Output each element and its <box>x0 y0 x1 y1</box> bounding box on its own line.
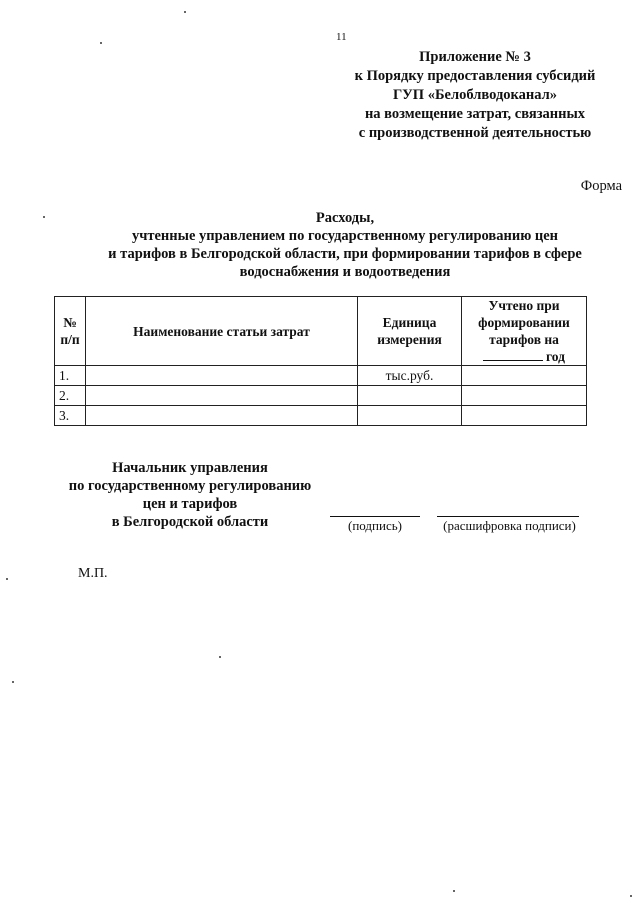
header-unit-line: измерения <box>377 332 442 347</box>
header-counted-year-line <box>466 348 582 365</box>
expenses-table <box>54 296 587 426</box>
header-number-line: № <box>63 315 77 330</box>
title-line: Расходы, <box>315 210 375 226</box>
appendix-line: к Порядку предоставления субсидий <box>354 68 596 84</box>
row-number: 3. <box>55 406 86 426</box>
table-row <box>55 366 587 386</box>
year-blank[interactable] <box>483 348 543 361</box>
row-value-cell[interactable] <box>462 366 587 386</box>
row-name-cell[interactable] <box>86 386 358 406</box>
table-row <box>55 406 587 426</box>
table-row <box>55 386 587 406</box>
row-number: 2. <box>55 386 86 406</box>
header-counted <box>462 297 587 366</box>
appendix-line: с производственной деятельностью <box>358 125 592 141</box>
signature-line[interactable] <box>330 516 420 517</box>
stamp-place-label: М.П. <box>78 566 108 581</box>
page-number: 11 <box>336 31 347 43</box>
row-name-cell[interactable] <box>86 406 358 426</box>
signature-label: (подпись) <box>348 518 402 533</box>
row-unit-cell[interactable] <box>358 386 462 406</box>
appendix-line: Приложение № 3 <box>419 49 531 65</box>
row-unit-cell[interactable] <box>358 406 462 426</box>
header-counted-line: Учтено при <box>488 298 560 313</box>
scan-speck <box>184 11 186 13</box>
header-unit-line: Единица <box>382 315 437 330</box>
row-value-cell[interactable] <box>462 386 587 406</box>
signatory-position <box>50 459 330 531</box>
scan-speck <box>100 42 102 44</box>
signatory-line: цен и тарифов <box>142 496 238 512</box>
signatory-line: в Белгородской области <box>111 514 269 530</box>
title-line: водоснабжения и водоотведения <box>239 264 451 280</box>
appendix-line: на возмещение затрат, связанных <box>364 106 586 122</box>
header-counted-line: формировании <box>478 315 570 330</box>
appendix-heading <box>330 48 620 143</box>
header-counted-line: тарифов на <box>489 332 559 347</box>
signatory-line: Начальник управления <box>112 460 268 476</box>
header-unit <box>358 297 462 366</box>
row-number: 1. <box>55 366 86 386</box>
document-title <box>60 209 630 281</box>
title-line: учтенные управлением по государственному регулированию цен <box>131 228 559 244</box>
title-line: и тарифов в Белгородской области, при формировании тарифов в сфере <box>108 246 582 262</box>
scan-speck <box>12 681 14 683</box>
row-unit-cell[interactable]: тыс.руб. <box>358 366 462 386</box>
header-counted-year: год <box>546 349 565 364</box>
scan-speck <box>6 578 8 580</box>
header-number-line: п/п <box>60 332 80 347</box>
scan-speck <box>219 656 221 658</box>
scan-speck <box>630 895 632 897</box>
scan-speck <box>43 216 45 218</box>
row-value-cell[interactable] <box>462 406 587 426</box>
signature-decoding-line[interactable] <box>437 516 579 517</box>
row-name-cell[interactable] <box>86 366 358 386</box>
form-label: Форма <box>580 178 622 194</box>
header-number <box>55 297 86 366</box>
scan-speck <box>453 890 455 892</box>
signature-decoding-label: (расшифровка подписи) <box>443 518 576 533</box>
signatory-line: по государственному регулированию <box>68 478 312 494</box>
appendix-line: ГУП «Белоблводоканал» <box>392 87 558 103</box>
header-name: Наименование статьи затрат <box>86 297 358 366</box>
table-header-row <box>55 297 587 366</box>
